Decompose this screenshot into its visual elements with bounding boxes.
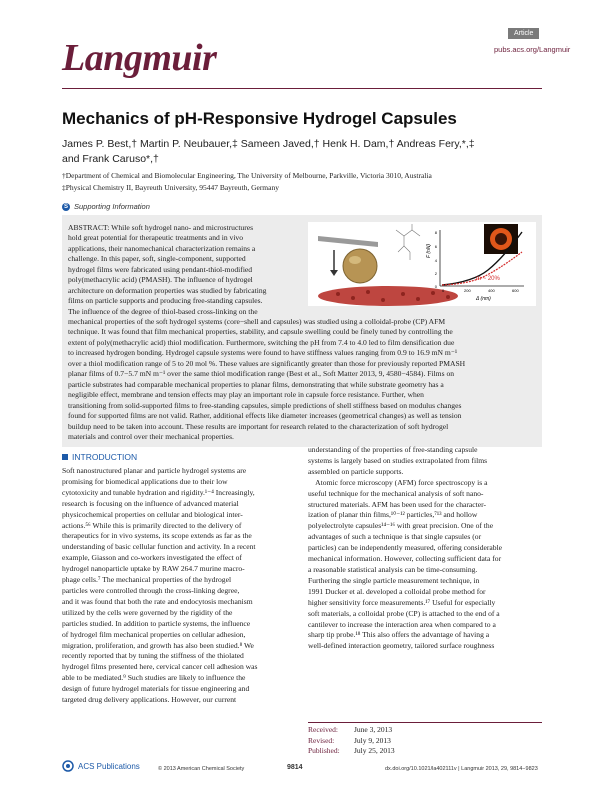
x-tick: 0 (442, 288, 445, 293)
film-substrate (318, 286, 458, 306)
body-line: example, Giasson and co-workers investigated the effect of (62, 553, 242, 563)
body-line: understanding of basic cellular function and activity. In a recent (62, 542, 256, 552)
section-heading-label: INTRODUCTION (72, 452, 138, 462)
right-column (308, 445, 542, 652)
x-tick: 400 (488, 288, 495, 293)
article-type-badge: Article (508, 28, 539, 39)
body-line: cantilever to increase the interaction area when compared to a (308, 619, 496, 629)
body-line: higher sensitivity force measurements.¹⁷ Useful for especially (308, 597, 496, 607)
body-line: mechanical information. However, collecting sufficient data for (308, 554, 502, 564)
journal-logo: Langmuir (62, 37, 217, 79)
section-heading-introduction (62, 452, 137, 462)
abstract-line: particle substrates had comparable mechanical properties to planar films, demonstrating that while substrate geometry has a (68, 379, 444, 389)
capsule (343, 249, 377, 283)
body-line: and it was found that both the rate and endocytosis mechanism (62, 596, 253, 606)
body-line: 1991 Ducker et al. developed a colloidal probe method for (308, 586, 486, 596)
abstract-narrow (68, 223, 302, 317)
body-line: phage cells.⁷ The mechanical properties of the hydrogel (62, 575, 232, 585)
y-tick: 0 (434, 284, 437, 289)
supporting-info-icon: S (63, 203, 68, 210)
article-dates (308, 722, 542, 757)
capsule-lumen (495, 233, 507, 245)
abstract-line: to increased hydrogen bonding. Hydrogel capsule systems were found to have stiffness values ranging from 0.9 to 16.9 mN m⁻¹ (68, 348, 458, 358)
body-line: a reasonable statistical analysis can be time-consuming. (308, 564, 478, 574)
body-line: research is focusing on the influence of advanced material (62, 498, 239, 508)
affiliation-2: ‡Physical Chemistry II, Bayreuth University, 95447 Bayreuth, Germany (62, 183, 279, 192)
date-label: Revised: (308, 735, 335, 745)
y-axis-label: F (nN) (426, 243, 432, 258)
page-number: 9814 (287, 764, 303, 771)
y-tick: 2 (434, 271, 437, 276)
body-line: cytotoxicity and tunable hydration and rigidity.¹⁻⁴ Increasingly, (62, 487, 255, 497)
body-line: recently reported that by tuning the stiffness of the thiolated (62, 651, 244, 661)
x-tick: 600 (512, 288, 519, 293)
abstract-line: buildup need to be taken into account. These results are important for research related to the characterization of soft hydrogel (68, 421, 449, 431)
abstract-line: extent of poly(methacrylic acid) thiol modification. Furthermore, switching the pH from 7.4 to 4.0 led to film densification due (68, 337, 455, 347)
date-row (308, 746, 542, 757)
left-column (62, 466, 294, 706)
cantilever (318, 236, 378, 247)
abstract-line: films on particle supports and producing free-standing capsules. (68, 296, 263, 306)
abstract-line: transitioning from solid-supported films to free-standing capsules, simple predictions of shell stiffness based on modulus changes (68, 400, 462, 410)
abstract-line: planar films of 0.7−5.7 mN m⁻¹ over the same thiol modification range (Best et al., Soft Matter 2013, 9, 4580−4584). Films on (68, 369, 455, 379)
abstract-line: technique. It was found that film mechanical properties, stability, and capsule swelling could be finely tuned by controlling the (68, 327, 453, 337)
body-line: able to be mediated.⁹ Such studies are likely to influence the (62, 673, 246, 683)
abstract-line: The influence of the degree of thiol-based cross-linking on the (68, 306, 258, 316)
body-line: sharp tip probe.¹⁸ This also offers the advantage of having a (308, 630, 490, 640)
body-line: well-defined interaction geometry, tailored surface roughness (308, 641, 495, 651)
body-line: useful technique for the mechanical analysis of soft nano- (308, 488, 484, 498)
body-line: particles were controlled through the cross-linking degree, (62, 585, 240, 595)
date-row (308, 736, 542, 747)
body-line: structured materials. AFM has been used for the character- (308, 499, 487, 509)
abstract-line: over a thiol modification range of 5 to 20 mol %. These values are significantly greater than those for previously reported PMASH (68, 358, 466, 368)
body-line: soft materials, a colloidal probe (CP) is attached to the end of a (308, 608, 500, 618)
body-line: assembled on particle supports. (308, 466, 404, 476)
body-line: targeted drug delivery applications. However, our current (62, 695, 237, 705)
body-line: particles studied. In addition to particle systems, the influence (62, 618, 251, 628)
abstract-line: poly(methacrylic acid) (PMASH). The influence of hydrogel (68, 275, 253, 285)
chemical-structure (396, 224, 420, 260)
journal-url[interactable]: pubs.acs.org/Langmuir (494, 45, 571, 54)
abstract-line: challenge. In this paper, soft, single-component, supported (68, 254, 246, 264)
author-list (62, 137, 542, 167)
authors-line-1: James P. Best,† Martin P. Neubauer,‡ Sameen Javed,† Henk H. Dam,† Andreas Fery,*,‡ (62, 138, 475, 150)
authors-line-2: and Frank Caruso*,† (62, 153, 159, 165)
body-line: Atomic force microscopy (AFM) force spectroscopy is a (308, 477, 488, 487)
date-value: June 3, 2013 (354, 725, 393, 734)
publisher-name: ACS Publications (78, 761, 140, 771)
abstract-line: negligible effect, membrane and tension effects may play an important role in capsule force resistance. Further, when (68, 390, 424, 400)
dates-rule (308, 722, 542, 723)
date-label: Published: (308, 746, 340, 755)
body-line: ization of planar thin films,¹⁰⁻¹² particles,⁷¹³ and hollow (308, 510, 478, 520)
abstract-line: found for supported films are not valid. Rather, additional effects like diameter increases (geometrical changes) as well as tension (68, 411, 462, 421)
article-title: Mechanics of pH-Responsive Hydrogel Capsules (62, 109, 457, 128)
body-line: design of future hydrogel materials for tissue engineering and (62, 684, 250, 694)
abstract-line: hold great potential for therapeutic treatments and in vivo (68, 233, 244, 243)
capsule-highlight (349, 256, 361, 264)
doi-citation[interactable]: dx.doi.org/10.1021/la402111v | Langmuir 2013, 29, 9814−9823 (385, 766, 538, 772)
x-tick: 200 (464, 288, 471, 293)
abstract-line: materials and control over their mechanical properties. (68, 431, 234, 441)
body-line: understanding of the properties of free-standing capsule (308, 445, 478, 454)
acs-publications-logo (62, 760, 140, 772)
body-line: hydrogel nanoparticle uptake by RAW 264.7 murine macro- (62, 564, 245, 574)
supporting-info-label: Supporting Information (74, 202, 150, 211)
body-line: utilized by the cells were governed by the rigidity of the (62, 607, 233, 617)
body-line: polyelectrolyte capsules¹⁴⁻¹⁶ with great precision. One of the (308, 521, 494, 531)
acs-logo-icon (62, 760, 74, 772)
body-line: hydrogel films presented here, cervical cancer cell adhesion was (62, 662, 258, 672)
body-line: systems is largely based on studies extrapolated from films (308, 455, 488, 465)
date-value: July 9, 2013 (354, 735, 391, 745)
header-rule (62, 88, 542, 89)
body-line: migration, proliferation, and growth has also been studied.⁸ We (62, 640, 254, 650)
affiliation-1: †Department of Chemical and Biomolecular Engineering, The University of Melbourne, Parkville, Victoria 3010, Australia (62, 171, 432, 180)
y-tick: 4 (434, 258, 437, 263)
body-line: advantages of such a technique is that single capsules (or (308, 532, 482, 542)
y-tick: 8 (434, 230, 437, 235)
y-tick: 6 (434, 244, 437, 249)
body-line: of hydrogel film mechanical properties on cellular adhesion, (62, 629, 246, 639)
abstract-line: ABSTRACT: While soft hydrogel nano- and microstructures (68, 223, 254, 232)
body-line: physicochemical properties on cellular and biological inter- (62, 509, 243, 519)
date-label: Received: (308, 725, 338, 734)
body-line: actions.⁵⁶ While this is primarily directed to the delivery of (62, 520, 242, 530)
force-arrow-head (330, 270, 338, 276)
abstract-line: applications, their nanomechanical characterization remains a (68, 243, 256, 253)
abstract-line: architecture on deformation properties was studied by fabricating (68, 285, 267, 295)
x-axis-label: Δ (nm) (476, 296, 491, 302)
copyright: © 2013 American Chemical Society (158, 766, 245, 772)
body-line: particles) can be independently measured, offering considerable (308, 543, 503, 553)
body-line: Soft nanostructured planar and particle hydrogel systems are (62, 466, 247, 475)
toc-graphic-svg (308, 222, 536, 306)
body-line: Furthering the single particle measurement technique, in (308, 575, 480, 585)
section-square-icon (62, 454, 68, 460)
body-line: promising for biomedical applications due to their low (62, 476, 228, 486)
date-row (308, 725, 542, 736)
abstract-line: hydrogel films were fabricated using pendant-thiol-modified (68, 264, 253, 274)
abstract-wide (68, 317, 536, 442)
body-line: therapeutics for in vivo systems, its scope extends as far as the (62, 531, 252, 541)
date-value: July 25, 2013 (354, 746, 395, 755)
toc-graphic (308, 222, 536, 306)
supporting-information-link[interactable] (62, 202, 150, 211)
plot-annotation: m ~ 20% (476, 276, 500, 282)
abstract-line: mechanical properties of the soft hydrogel systems (core−shell and capsules) was studied using a colloidal-probe (CP) AFM (68, 317, 446, 326)
